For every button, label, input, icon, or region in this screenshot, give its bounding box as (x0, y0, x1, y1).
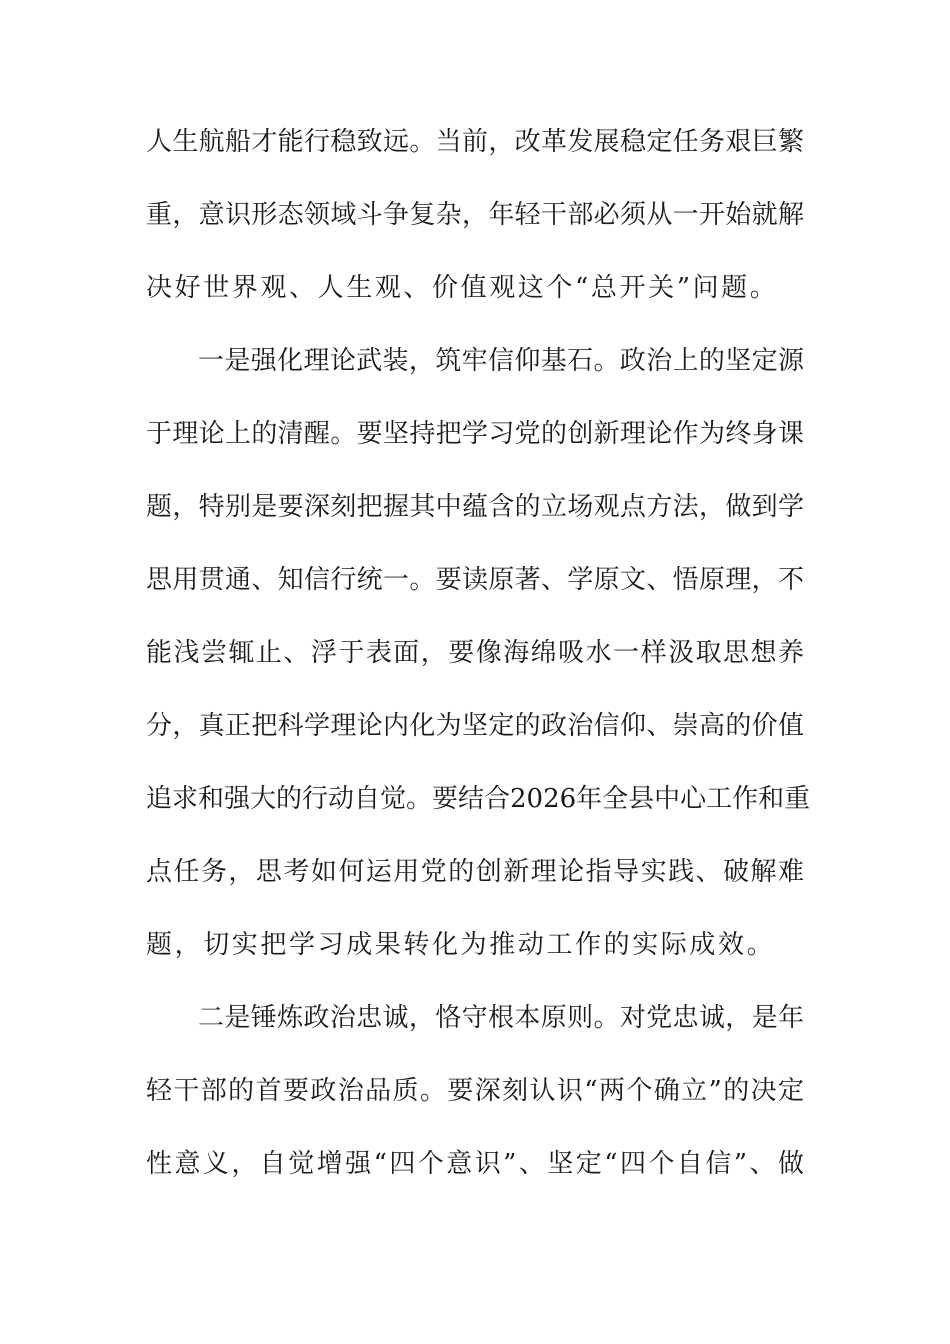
text-line-10: 追求和强大的行动自觉。要结合2026年全县中心工作和重 (146, 784, 811, 814)
text-line-15: 性意义，自觉增强“四个意识”、坚定“四个自信”、做 (146, 1149, 804, 1179)
text-line-2: 重，意识形态领域斗争复杂，年轻干部必须从一开始就解 (146, 200, 804, 230)
text-line-12: 题，切实把学习成果转化为推动工作的实际成效。 (146, 930, 776, 960)
text-line-5: 于理论上的清醒。要坚持把学习党的创新理论作为终身课 (146, 419, 804, 449)
text-line-7: 思用贯通、知信行统一。要读原著、学原文、悟原理，不 (146, 565, 804, 595)
text-line-6: 题，特别是要深刻把握其中蕴含的立场观点方法，做到学 (146, 492, 804, 522)
text-line-11: 点任务，思考如何运用党的创新理论指导实践、破解难 (146, 857, 804, 887)
text-line-14: 轻干部的首要政治品质。要深刻认识“两个确立”的决定 (146, 1076, 804, 1106)
text-line-1: 人生航船才能行稳致远。当前，改革发展稳定任务艰巨繁 (146, 127, 804, 157)
paragraph-2-first-line: 二是锤炼政治忠诚，恪守根本原则。对党忠诚，是年 (198, 1003, 804, 1033)
text-line-3: 决好世界观、人生观、价值观这个“总开关”问题。 (146, 273, 779, 303)
paragraph-1-first-line: 一是强化理论武装，筑牢信仰基石。政治上的坚定源 (198, 346, 804, 376)
text-line-8: 能浅尝辄止、浮于表面，要像海绵吸水一样汲取思想养 (146, 638, 804, 668)
text-line-9: 分，真正把科学理论内化为坚定的政治信仰、崇高的价值 (146, 711, 804, 741)
